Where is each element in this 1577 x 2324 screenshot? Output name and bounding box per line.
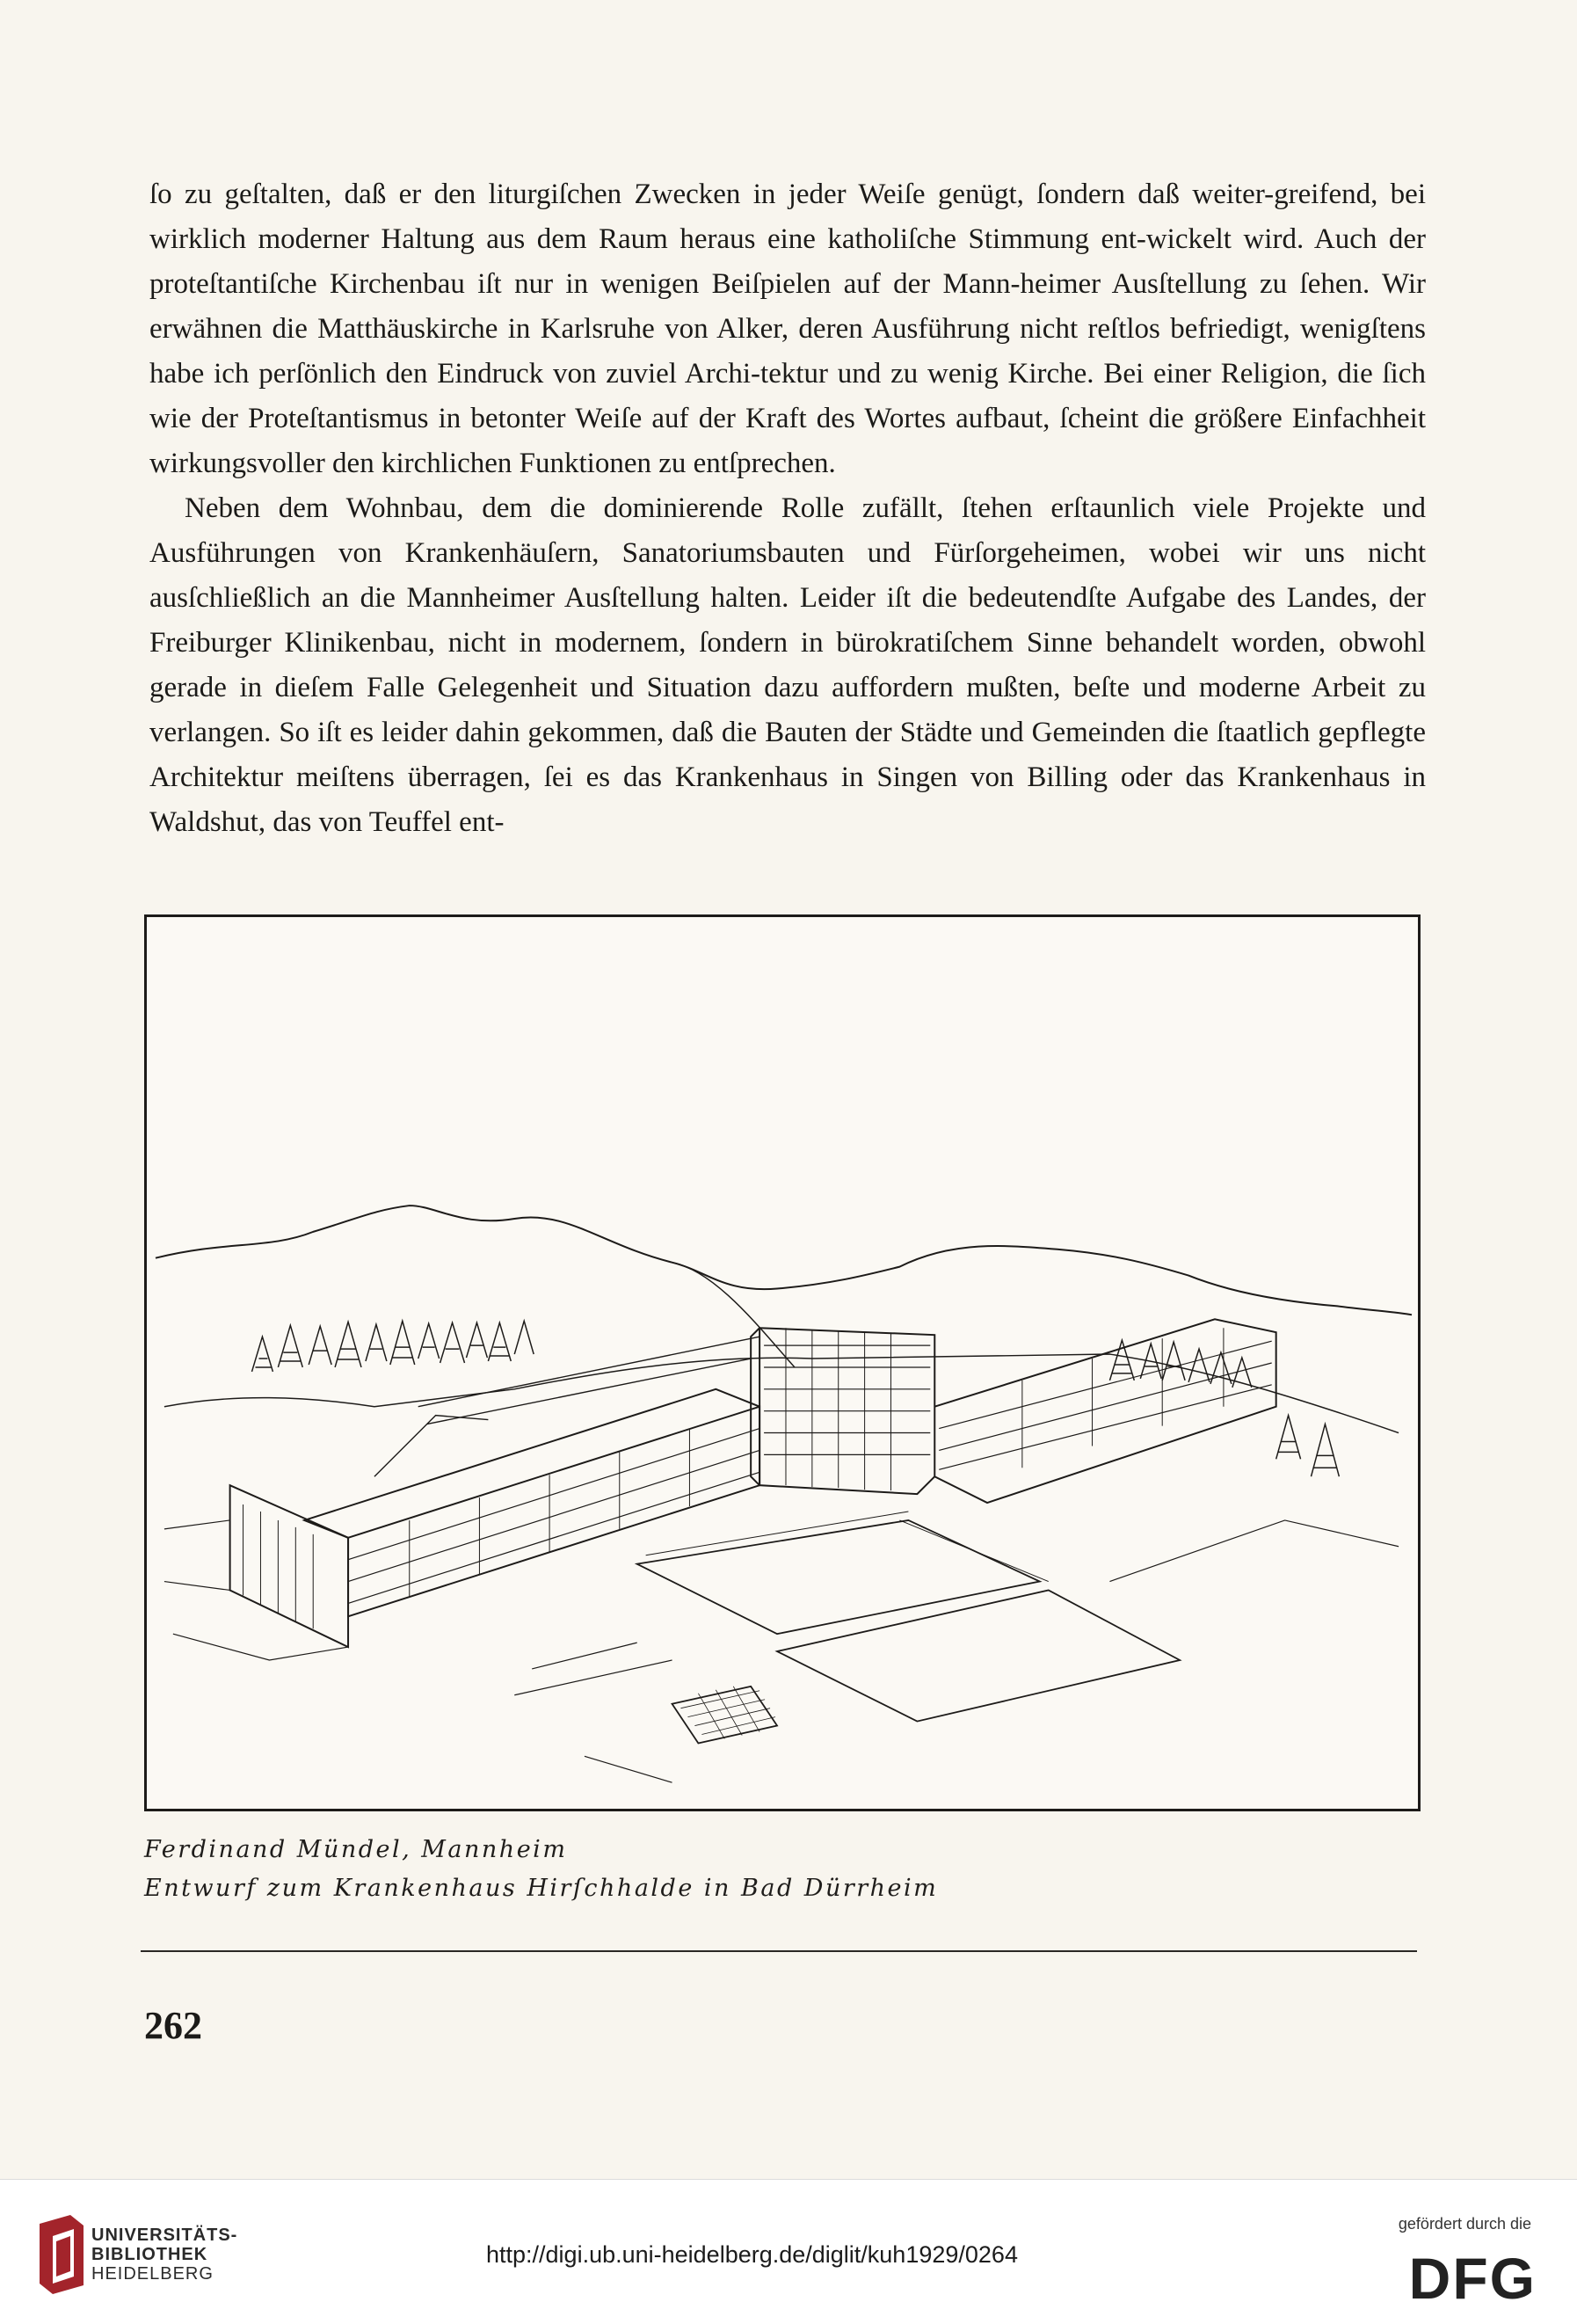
- caption-divider: [141, 1950, 1417, 1952]
- body-text: [149, 172, 1426, 845]
- paragraph-2: Neben dem Wohnbau, dem die dominierende Rolle zufällt, ſtehen erſtaunlich viele Projekte und Ausführungen von Krankenhäuſern, Sanatoriumsbauten und Fürſorgeheimen, wobei wir uns nicht ausſchließlich an die Mannheimer Ausſtellung halten. Leider iſt die bedeutendſte Aufgabe des Landes, der Freiburger Klinikenbau, nicht in modernem, ſondern in bürokratiſchem Sinne behandelt worden, obwohl gerade in dieſem Falle Gelegenheit und Situation dazu auffordern mußten, beſte und moderne Arbeit zu verlangen. So iſt es leider dahin gekommen, daß die Bauten der Städte und Gemeinden die ſtaatlich gepflegte Architektur meiſtens überragen, ſei es das Krankenhaus in Singen von Billing oder das Krankenhaus in Waldshut, das von Teuffel ent-: [149, 492, 1426, 838]
- page-number: 262: [144, 2004, 202, 2047]
- library-name-line1: UNIVERSITÄTS-: [91, 2226, 238, 2245]
- library-name: [91, 2226, 237, 2284]
- library-logo-icon: [35, 2215, 88, 2294]
- caption-title: Entwurf zum Krankenhaus Hirſchhalde in Bad Dürrheim: [144, 1875, 939, 1902]
- paragraph-1: ſo zu geſtalten, daß er den liturgiſchen Zwecken in jeder Weiſe genügt, ſondern daß weiter-greifend, bei wirklich moderner Haltung aus dem Raum heraus eine katholiſche Stimmung ent-wickelt wird. Auch der proteſtantiſche Kirchenbau iſt nur in wenigen Beiſpielen auf der Mann-heimer Ausſtellung zu ſehen. Wir erwähnen die Matthäuskirche in Karlsruhe von Alker, deren Ausführung nicht reſtlos befriedigt, wenigſtens habe ich perſönlich den Eindruck von zuviel Archi-tektur und zu wenig Kirche. Bei einer Religion, die ſich wie der Proteſtantismus in betonter Weiſe auf der Kraft des Wortes aufbaut, ſcheint die größere Einfachheit wirkungsvoller den kirchlichen Funktionen zu entſprechen.: [149, 178, 1426, 479]
- caption-architect: Ferdinand Mündel, Mannheim: [144, 1836, 568, 1863]
- hill-outline: [156, 1206, 1412, 1315]
- architectural-drawing-figure: [144, 914, 1421, 1811]
- ground-line: [164, 1354, 1399, 1432]
- digitization-footer: [0, 2179, 1577, 2324]
- forest-left: [252, 1321, 534, 1372]
- figure-caption: [144, 1831, 938, 1908]
- dfg-logo: DFG: [1408, 2246, 1537, 2311]
- hospital-building: [230, 1319, 1276, 1647]
- courtyard-grounds: [164, 1512, 1399, 1782]
- library-name-line3: HEIDELBERG: [91, 2264, 214, 2284]
- far-ridge: [672, 1263, 795, 1367]
- library-name-line2: BIBLIOTHEK: [91, 2245, 208, 2264]
- permalink-url[interactable]: http://digi.ub.uni-heidelberg.de/diglit/kuh1929/0264: [486, 2241, 1018, 2268]
- funding-note: gefördert durch die: [1398, 2215, 1531, 2233]
- hospital-perspective-drawing: [147, 917, 1418, 1809]
